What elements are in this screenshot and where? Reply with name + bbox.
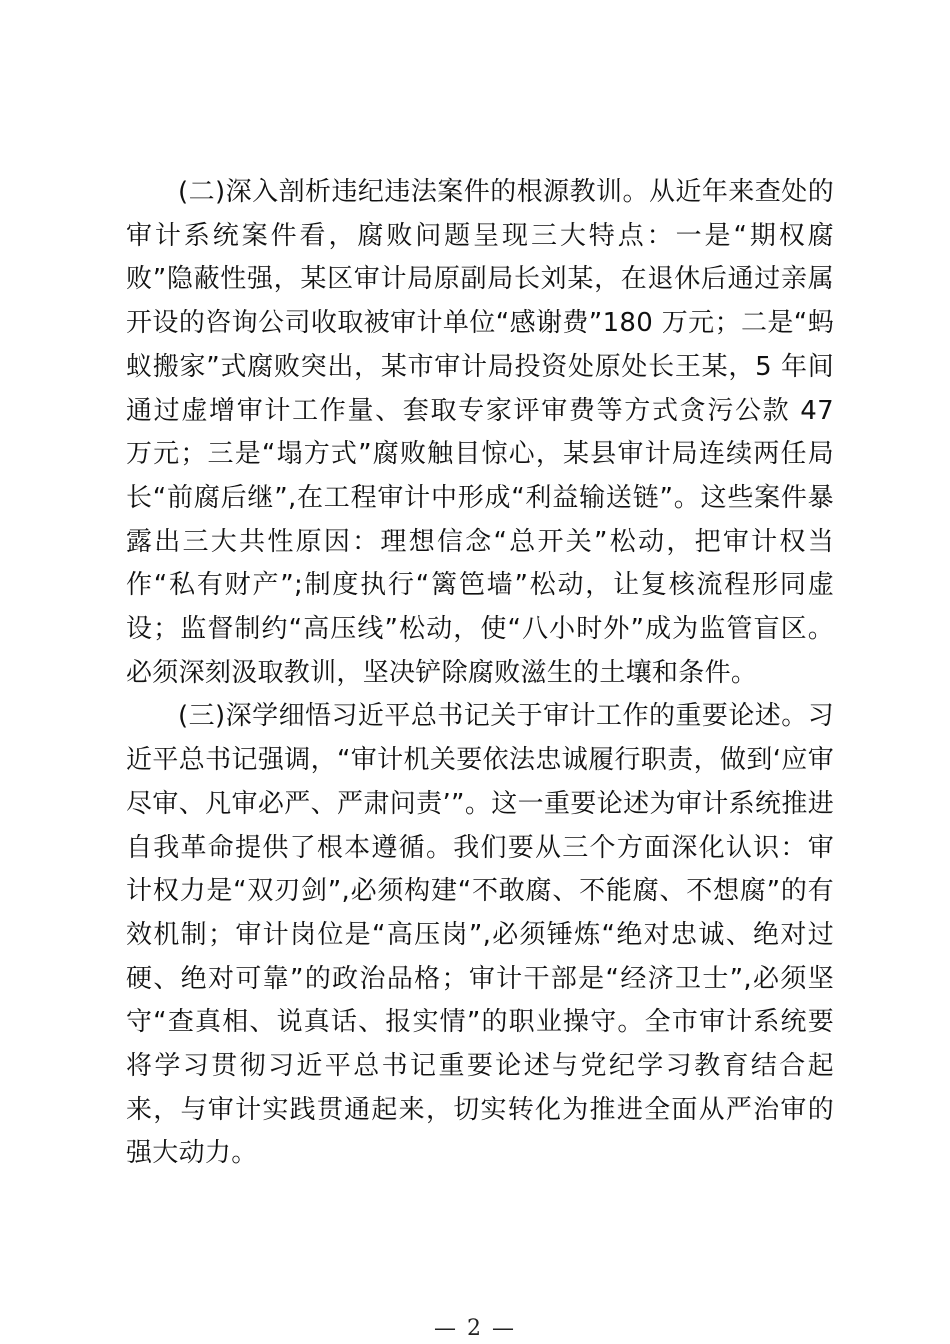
paragraph-section-2: (二)深入剖析违纪违法案件的根源教训。从近年来查处的审计系统案件看，腐败问题呈现三大特点：一是“期权腐败”隐蔽性强，某区审计局原副局长刘某，在退休后通过亲属开设的咨询公司收取被审计单位“感谢费”180 万元；二是“蚂蚁搬家”式腐败突出，某市审计局投资处原处长王某，5 年间通过虚增审计工作量、套取专家评审费等方式贪污公款 47 万元；三是“塌方式”腐败触目惊心，某县审计局连续两任局长“前腐后继”,在工程审计中形成“利益输送链”。这些案件暴露出三大共性原因：理想信念“总开关”松动，把审计权当作“私有财产”;制度执行“篱笆墙”松动，让复核流程形同虚设；监督制约“高压线”松动，使“八小时外”成为监管盲区。必须深刻汲取教训，坚决铲除腐败滋生的土壤和条件。 xyxy=(126,177,834,688)
paragraph-section-3: (三)深学细悟习近平总书记关于审计工作的重要论述。习近平总书记强调，“审计机关要依法忠诚履行职责，做到‘应审尽审、凡审必严、严肃问责’”。这一重要论述为审计系统推进自我革命提供了根本遵循。我们要从三个方面深化认识：审计权力是“双刃剑”,必须构建“不敢腐、不能腐、不想腐”的有效机制；审计岗位是“高压岗”,必须锤炼“绝对忠诚、绝对过硬、绝对可靠”的政治品格；审计干部是“经济卫士”,必须坚守“查真相、说真话、报实情”的职业操守。全市审计系统要将学习贯彻习近平总书记重要论述与党纪学习教育结合起来，与审计实践贯通起来，切实转化为推进全面从严治审的强大动力。 xyxy=(126,701,834,1169)
body-text xyxy=(126,171,834,1176)
page-number: — 2 — xyxy=(434,1316,516,1341)
